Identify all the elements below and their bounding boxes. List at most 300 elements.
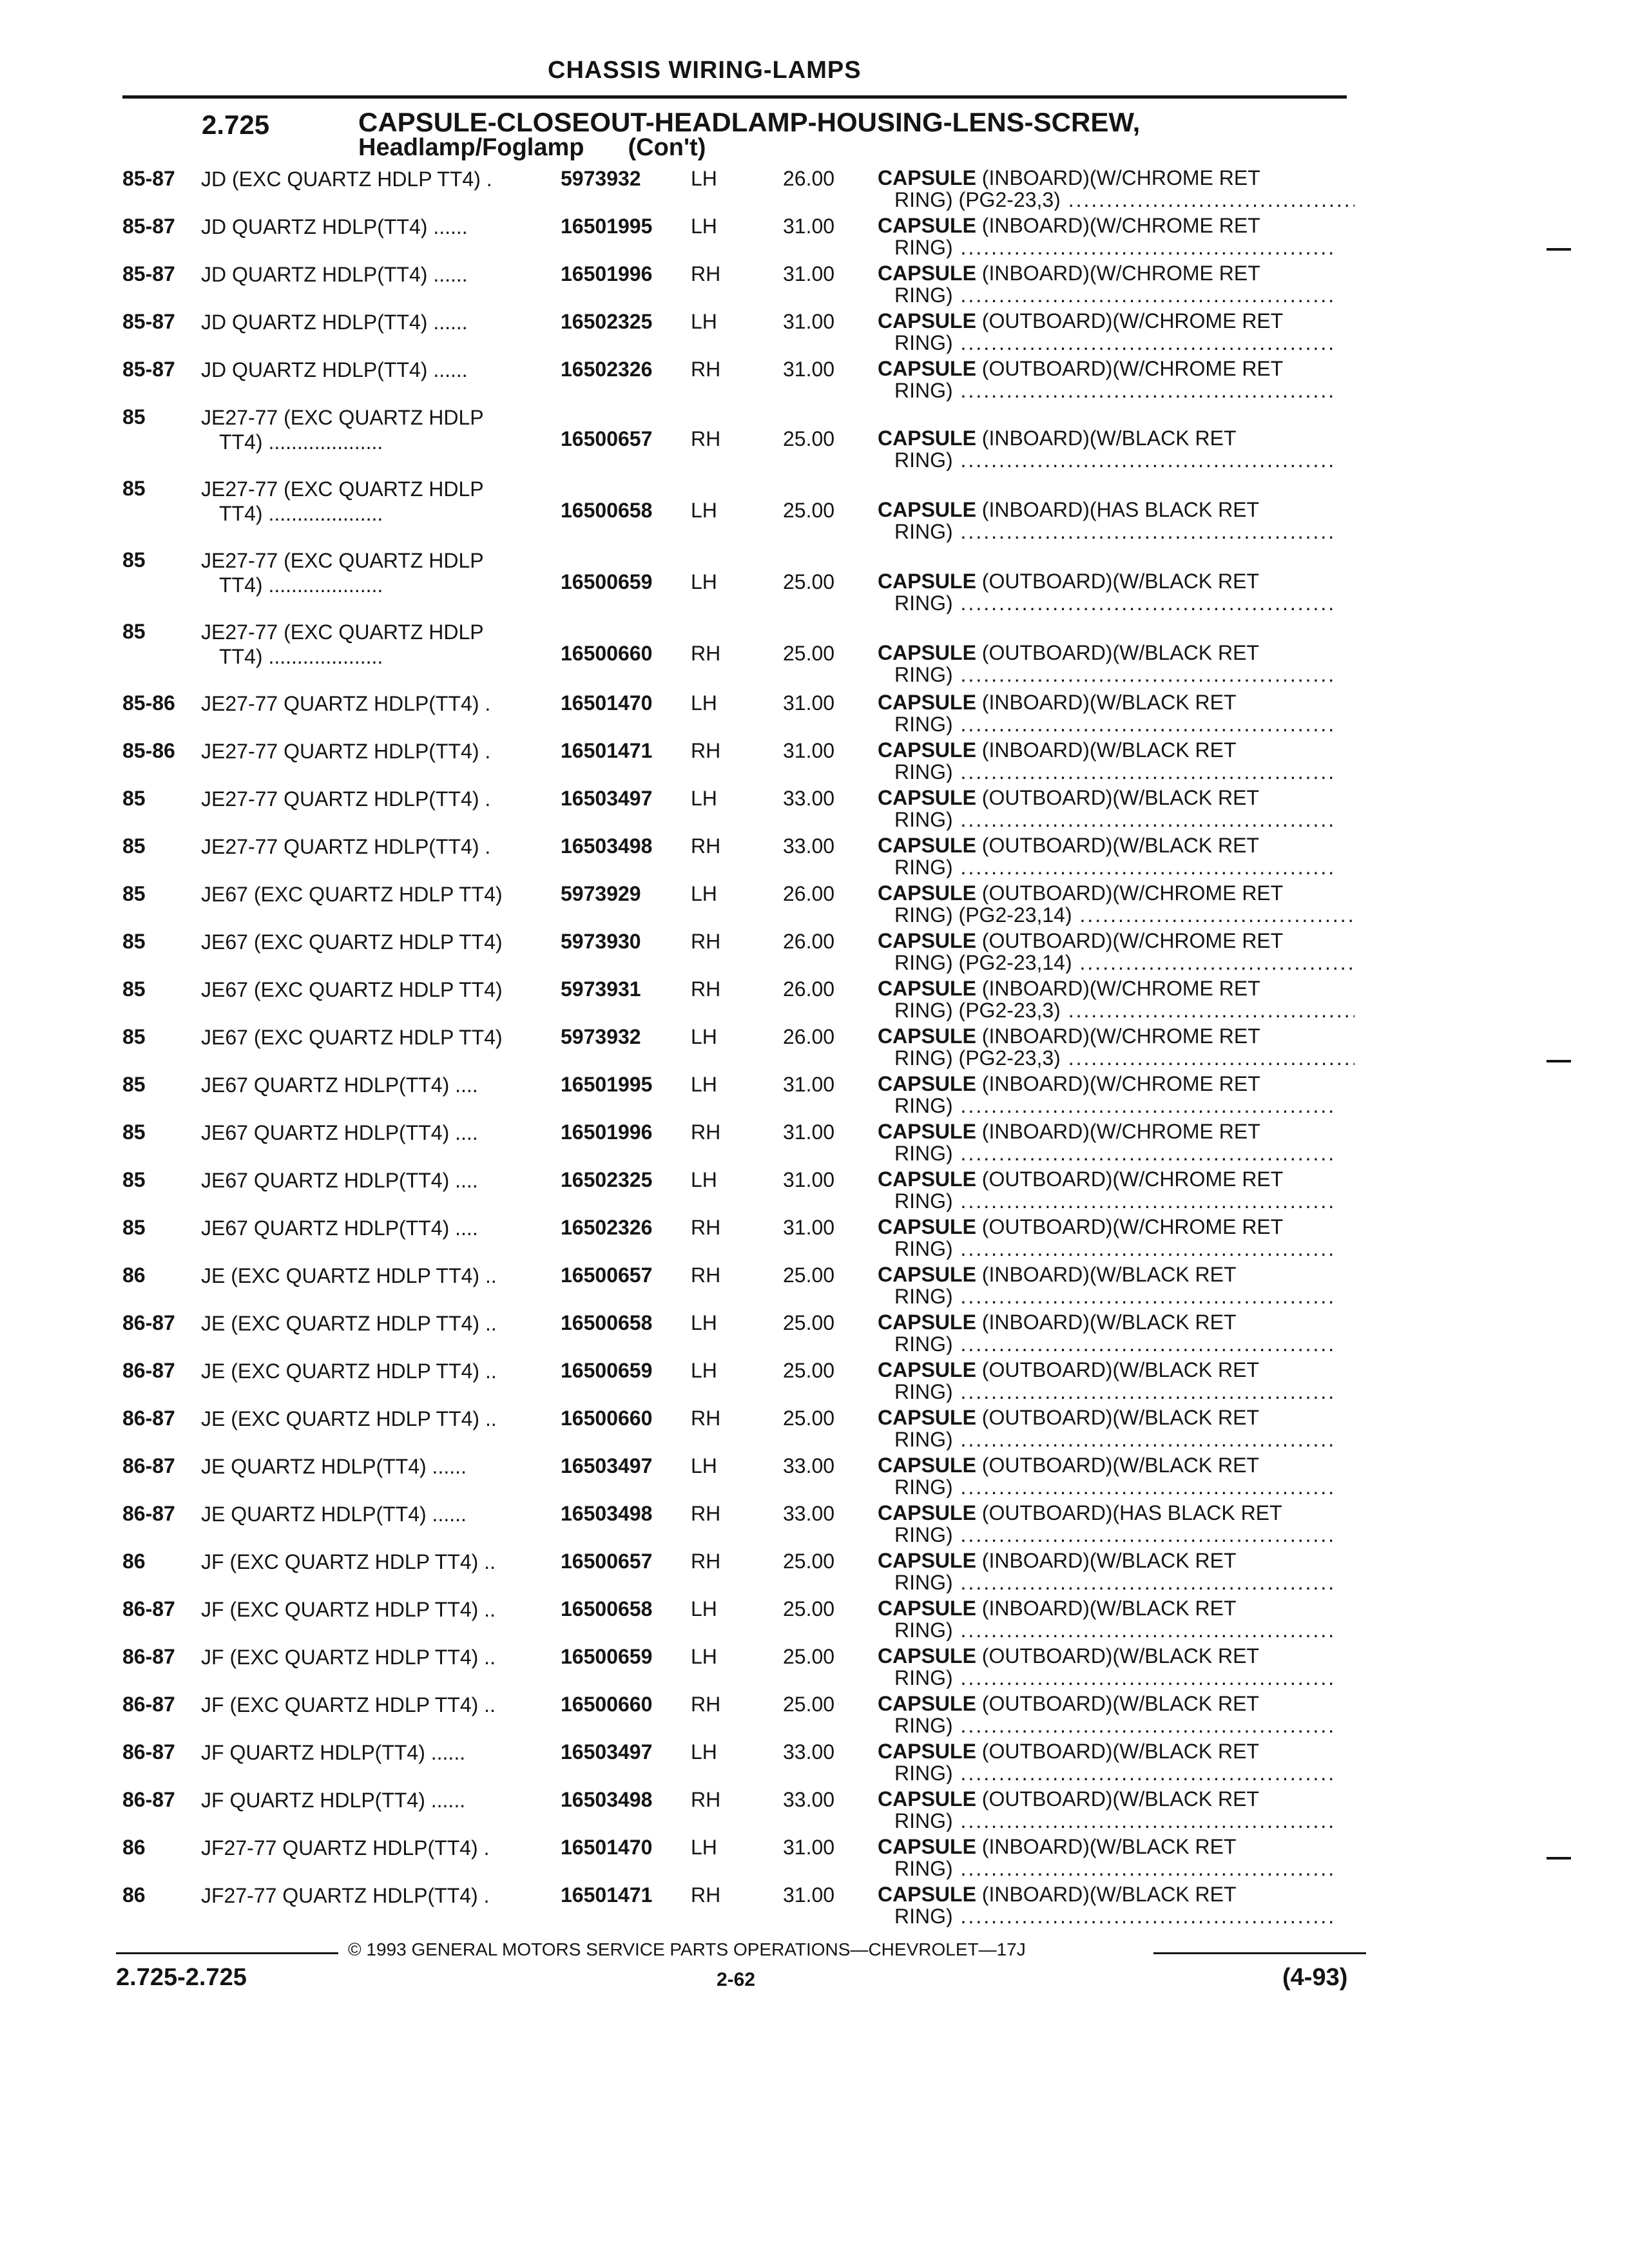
description-line-2: RING) (PG2-23,14) ..... — [878, 904, 1354, 926]
description-line-2: RING) ..... — [878, 521, 1354, 543]
part-number: 16500658 — [561, 1597, 653, 1620]
application-line-1: JE (EXC QUARTZ HDLP TT4) .. — [201, 1360, 497, 1383]
description-keyword: CAPSULE — [878, 881, 976, 905]
application-line-1: JE67 (EXC QUARTZ HDLP TT4) — [201, 883, 503, 906]
description-keyword: CAPSULE — [878, 641, 976, 664]
description-line-2: RING) ..... — [878, 592, 1354, 614]
price: 31.00 — [783, 691, 835, 715]
side: RH — [691, 834, 721, 858]
description — [878, 570, 1354, 614]
side: LH — [691, 1454, 717, 1477]
description-line-2: RING) ..... — [878, 713, 1354, 735]
price: 33.00 — [783, 1502, 835, 1525]
description — [878, 1025, 1354, 1069]
description-line-2: RING) ..... — [878, 1095, 1354, 1117]
continued-label: (Con't) — [628, 134, 706, 161]
side: RH — [691, 1502, 721, 1525]
price: 26.00 — [783, 977, 835, 1001]
description-line-2: RING) (PG2-23,3) ..... — [878, 999, 1354, 1021]
application-line-1: JE27-77 (EXC QUARTZ HDLP — [201, 406, 484, 429]
page-number: 2-62 — [717, 1969, 756, 1990]
description — [878, 1788, 1354, 1832]
application — [201, 1645, 549, 1669]
description-line-1: (INBOARD)(W/BLACK RET — [981, 1883, 1237, 1906]
part-number: 16500657 — [561, 1264, 653, 1287]
side: RH — [691, 262, 721, 285]
description — [878, 930, 1354, 974]
application — [201, 1073, 549, 1097]
description-line-2: RING) ..... — [878, 1905, 1354, 1927]
table-row — [0, 1881, 1629, 1928]
description-keyword: CAPSULE — [878, 427, 976, 450]
model-year: 85-87 — [122, 215, 175, 238]
description-keyword: CAPSULE — [878, 1215, 976, 1238]
description — [878, 427, 1354, 471]
application — [201, 1693, 549, 1717]
price: 31.00 — [783, 1216, 835, 1239]
description-keyword: CAPSULE — [878, 357, 976, 380]
description-line-2: RING) ..... — [878, 1619, 1354, 1641]
model-year: 85-87 — [122, 262, 175, 285]
application-line-1: JD (EXC QUARTZ HDLP TT4) . — [201, 168, 492, 191]
application — [201, 477, 549, 526]
table-row — [0, 689, 1629, 736]
price: 25.00 — [783, 499, 835, 522]
application — [201, 310, 549, 334]
description — [878, 1883, 1354, 1927]
model-year: 85 — [122, 548, 146, 572]
application — [201, 262, 549, 287]
section-title: CAPSULE-CLOSEOUT-HEADLAMP-HOUSING-LENS-SCREW, — [358, 107, 1141, 137]
table-row — [0, 1738, 1629, 1785]
side: RH — [691, 1407, 721, 1430]
table-row — [0, 212, 1629, 260]
application-line-1: JF27-77 QUARTZ HDLP(TT4) . — [201, 1836, 490, 1860]
application-line-1: JF (EXC QUARTZ HDLP TT4) .. — [201, 1693, 496, 1716]
margin-mark — [1547, 1857, 1571, 1860]
description-keyword: CAPSULE — [878, 262, 976, 285]
application-line-1: JF QUARTZ HDLP(TT4) ...... — [201, 1741, 466, 1764]
side: LH — [691, 499, 717, 522]
application — [201, 1407, 549, 1431]
application — [201, 1168, 549, 1193]
description-keyword: CAPSULE — [878, 1597, 976, 1620]
part-number: 16500657 — [561, 1550, 653, 1573]
model-year: 86-87 — [122, 1597, 175, 1620]
description-line-1: (INBOARD)(W/CHROME RET — [981, 214, 1260, 237]
description-keyword: CAPSULE — [878, 214, 976, 237]
description-keyword: CAPSULE — [878, 786, 976, 809]
part-number: 16502325 — [561, 1168, 653, 1191]
application-line-1: JE27-77 (EXC QUARTZ HDLP — [201, 477, 484, 501]
description-line-1: (OUTBOARD)(W/CHROME RET — [981, 929, 1284, 952]
part-number: 16500660 — [561, 1693, 653, 1716]
part-number: 16501471 — [561, 1883, 653, 1907]
application — [201, 215, 549, 239]
part-number: 16501996 — [561, 262, 653, 285]
description-keyword: CAPSULE — [878, 1263, 976, 1286]
description-line-2: RING) ..... — [878, 380, 1354, 401]
description-line-2: RING) ..... — [878, 1428, 1354, 1450]
price: 26.00 — [783, 882, 835, 905]
description-line-2: RING) ..... — [878, 1571, 1354, 1593]
application-line-1: JE67 QUARTZ HDLP(TT4) .... — [201, 1216, 478, 1240]
model-year: 86-87 — [122, 1788, 175, 1811]
part-number: 5973930 — [561, 930, 641, 953]
price: 25.00 — [783, 1407, 835, 1430]
description-keyword: CAPSULE — [878, 498, 976, 521]
description-keyword: CAPSULE — [878, 1072, 976, 1095]
description — [878, 1693, 1354, 1736]
description-line-1: (OUTBOARD)(HAS BLACK RET — [981, 1501, 1282, 1524]
description — [878, 1645, 1354, 1689]
description-line-1: (OUTBOARD)(W/BLACK RET — [981, 786, 1260, 809]
description-keyword: CAPSULE — [878, 1358, 976, 1381]
description-line-2: RING) ..... — [878, 1381, 1354, 1403]
description-line-2: RING) (PG2-23,3) ..... — [878, 189, 1354, 211]
part-number: 16500660 — [561, 1407, 653, 1430]
application — [201, 834, 549, 859]
description-line-2: RING) (PG2-23,14) ..... — [878, 952, 1354, 974]
table-row — [0, 1118, 1629, 1166]
table-row — [0, 1833, 1629, 1881]
footer-date: (4-93) — [1282, 1964, 1348, 1991]
application-line-2: TT4) .................... — [219, 573, 383, 597]
description-keyword: CAPSULE — [878, 1168, 976, 1191]
application — [201, 1836, 549, 1860]
description — [878, 1264, 1354, 1307]
description — [878, 262, 1354, 306]
price: 33.00 — [783, 787, 835, 810]
table-row — [0, 1356, 1629, 1404]
application — [201, 882, 549, 907]
description-line-1: (INBOARD)(W/CHROME RET — [981, 262, 1260, 285]
table-row — [0, 1785, 1629, 1833]
side: RH — [691, 977, 721, 1001]
price: 26.00 — [783, 167, 835, 190]
model-year: 85 — [122, 930, 146, 953]
part-number: 16503498 — [561, 1788, 653, 1811]
description-line-1: (INBOARD)(W/BLACK RET — [981, 1263, 1237, 1286]
description-keyword: CAPSULE — [878, 1406, 976, 1429]
side: RH — [691, 358, 721, 381]
price: 31.00 — [783, 310, 835, 333]
price: 31.00 — [783, 739, 835, 762]
description-keyword: CAPSULE — [878, 1120, 976, 1143]
description — [878, 1454, 1354, 1498]
section-subtitle-text: Headlamp/Foglamp — [358, 134, 584, 161]
application — [201, 1359, 549, 1383]
part-number: 16501995 — [561, 1073, 653, 1096]
description-line-2: RING) ..... — [878, 332, 1354, 354]
table-row — [0, 1023, 1629, 1070]
model-year: 86-87 — [122, 1645, 175, 1668]
table-row — [0, 975, 1629, 1023]
description-keyword: CAPSULE — [878, 1835, 976, 1858]
application-line-1: JF27-77 QUARTZ HDLP(TT4) . — [201, 1884, 490, 1907]
model-year: 86-87 — [122, 1311, 175, 1334]
application — [201, 1740, 549, 1765]
table-row — [0, 1690, 1629, 1738]
part-number: 16501470 — [561, 691, 653, 715]
description-keyword: CAPSULE — [878, 1549, 976, 1572]
model-year: 85 — [122, 834, 146, 858]
price: 31.00 — [783, 1120, 835, 1144]
part-number: 16501996 — [561, 1120, 653, 1144]
description-line-1: (INBOARD)(W/BLACK RET — [981, 427, 1237, 450]
side: RH — [691, 1883, 721, 1907]
description-line-1: (OUTBOARD)(W/BLACK RET — [981, 1692, 1260, 1715]
description-keyword: CAPSULE — [878, 834, 976, 857]
application — [201, 930, 549, 954]
price: 26.00 — [783, 1025, 835, 1048]
table-row — [0, 1166, 1629, 1213]
part-number: 16500658 — [561, 499, 653, 522]
price: 31.00 — [783, 1883, 835, 1907]
table-row — [0, 1642, 1629, 1690]
description — [878, 1502, 1354, 1546]
side: LH — [691, 1645, 717, 1668]
part-number: 5973932 — [561, 1025, 641, 1048]
application — [201, 620, 549, 669]
application-line-1: JE67 (EXC QUARTZ HDLP TT4) — [201, 978, 503, 1001]
description-line-2: RING) ..... — [878, 1667, 1354, 1689]
model-year: 85 — [122, 477, 146, 500]
description — [878, 1836, 1354, 1879]
description-line-1: (OUTBOARD)(W/BLACK RET — [981, 1787, 1260, 1811]
description-keyword: CAPSULE — [878, 738, 976, 762]
application — [201, 1025, 549, 1050]
model-year: 85 — [122, 1120, 146, 1144]
application-line-2: TT4) .................... — [219, 430, 383, 454]
application — [201, 548, 549, 597]
description — [878, 834, 1354, 878]
table-row — [0, 546, 1629, 614]
description-keyword: CAPSULE — [878, 1787, 976, 1811]
description-line-1: (OUTBOARD)(W/BLACK RET — [981, 834, 1260, 857]
application — [201, 358, 549, 382]
model-year: 85 — [122, 1216, 146, 1239]
table-row — [0, 1261, 1629, 1309]
model-year: 85 — [122, 1073, 146, 1096]
page-header — [122, 57, 1347, 99]
description-line-2: RING) ..... — [878, 1762, 1354, 1784]
application — [201, 1216, 549, 1240]
table-row — [0, 1309, 1629, 1356]
margin-mark — [1547, 248, 1571, 251]
table-row — [0, 1404, 1629, 1452]
side: LH — [691, 1073, 717, 1096]
application — [201, 787, 549, 811]
model-year: 86 — [122, 1264, 146, 1287]
part-number: 16500657 — [561, 427, 653, 450]
description-line-2: RING) ..... — [878, 1858, 1354, 1879]
description-line-1: (INBOARD)(HAS BLACK RET — [981, 498, 1260, 521]
price: 25.00 — [783, 1693, 835, 1716]
table-row — [0, 474, 1629, 543]
part-number: 16503497 — [561, 787, 653, 810]
description-line-1: (OUTBOARD)(W/BLACK RET — [981, 1454, 1260, 1477]
part-number: 16502326 — [561, 1216, 653, 1239]
description-line-1: (OUTBOARD)(W/CHROME RET — [981, 1215, 1284, 1238]
side: RH — [691, 739, 721, 762]
part-number: 16501470 — [561, 1836, 653, 1859]
part-number: 5973932 — [561, 167, 641, 190]
description-keyword: CAPSULE — [878, 929, 976, 952]
description-line-1: (OUTBOARD)(W/BLACK RET — [981, 1406, 1260, 1429]
description — [878, 1359, 1354, 1403]
description — [878, 1407, 1354, 1450]
description-line-1: (OUTBOARD)(W/BLACK RET — [981, 1644, 1260, 1667]
application — [201, 405, 549, 454]
application — [201, 977, 549, 1002]
description-line-2: RING) ..... — [878, 1333, 1354, 1355]
side: LH — [691, 787, 717, 810]
application-line-1: JE27-77 QUARTZ HDLP(TT4) . — [201, 692, 491, 715]
price: 25.00 — [783, 427, 835, 450]
description-line-1: (INBOARD)(W/BLACK RET — [981, 1549, 1237, 1572]
model-year: 85-87 — [122, 310, 175, 333]
model-year: 85 — [122, 977, 146, 1001]
description-keyword: CAPSULE — [878, 1501, 976, 1524]
description-line-1: (INBOARD)(W/CHROME RET — [981, 166, 1260, 189]
application — [201, 1788, 549, 1812]
application — [201, 1502, 549, 1526]
part-number: 16502325 — [561, 310, 653, 333]
side: RH — [691, 427, 721, 450]
description-line-2: RING) ..... — [878, 1715, 1354, 1736]
description-line-1: (OUTBOARD)(W/BLACK RET — [981, 641, 1260, 664]
section-number: 2.725 — [202, 110, 270, 140]
price: 25.00 — [783, 642, 835, 665]
table-row — [0, 1595, 1629, 1642]
price: 25.00 — [783, 1550, 835, 1573]
side: RH — [691, 930, 721, 953]
application-line-1: JE67 QUARTZ HDLP(TT4) .... — [201, 1073, 478, 1097]
model-year: 86-87 — [122, 1359, 175, 1382]
description — [878, 1550, 1354, 1593]
description — [878, 977, 1354, 1021]
price: 25.00 — [783, 1645, 835, 1668]
price: 33.00 — [783, 1788, 835, 1811]
description-line-1: (INBOARD)(W/BLACK RET — [981, 1597, 1237, 1620]
application — [201, 1120, 549, 1145]
price: 33.00 — [783, 834, 835, 858]
description-line-2: RING) ..... — [878, 1476, 1354, 1498]
application — [201, 1597, 549, 1622]
application-line-1: JF (EXC QUARTZ HDLP TT4) .. — [201, 1646, 496, 1669]
price: 25.00 — [783, 1359, 835, 1382]
description — [878, 358, 1354, 401]
price: 26.00 — [783, 930, 835, 953]
model-year: 85 — [122, 620, 146, 643]
table-row — [0, 403, 1629, 471]
part-number: 16503498 — [561, 1502, 653, 1525]
description-keyword: CAPSULE — [878, 309, 976, 332]
application-line-1: JE27-77 QUARTZ HDLP(TT4) . — [201, 835, 491, 858]
side: RH — [691, 1216, 721, 1239]
table-row — [0, 355, 1629, 403]
description-line-1: (OUTBOARD)(W/CHROME RET — [981, 1168, 1284, 1191]
application — [201, 1311, 549, 1336]
application — [201, 1883, 549, 1908]
description-line-2: RING) ..... — [878, 284, 1354, 306]
model-year: 85-86 — [122, 739, 175, 762]
model-year: 86-87 — [122, 1454, 175, 1477]
price: 31.00 — [783, 262, 835, 285]
side: LH — [691, 310, 717, 333]
description-line-2: RING) ..... — [878, 761, 1354, 783]
model-year: 86 — [122, 1883, 146, 1907]
description-keyword: CAPSULE — [878, 977, 976, 1000]
application — [201, 167, 549, 191]
description — [878, 1597, 1354, 1641]
model-year: 86-87 — [122, 1740, 175, 1763]
footer-rule-left — [116, 1952, 338, 1954]
description — [878, 642, 1354, 686]
price: 31.00 — [783, 1168, 835, 1191]
table-row — [0, 1213, 1629, 1261]
table-row — [0, 617, 1629, 686]
price: 31.00 — [783, 358, 835, 381]
description-line-1: (INBOARD)(W/CHROME RET — [981, 1120, 1260, 1143]
side: LH — [691, 1311, 717, 1334]
price: 33.00 — [783, 1454, 835, 1477]
model-year: 85 — [122, 405, 146, 428]
description — [878, 1311, 1354, 1355]
description-line-1: (OUTBOARD)(W/CHROME RET — [981, 309, 1284, 332]
price: 25.00 — [783, 1597, 835, 1620]
application-line-1: JE27-77 QUARTZ HDLP(TT4) . — [201, 787, 491, 811]
description-line-1: (INBOARD)(W/CHROME RET — [981, 1072, 1260, 1095]
price: 25.00 — [783, 1311, 835, 1334]
price: 25.00 — [783, 570, 835, 593]
description-line-2: RING) ..... — [878, 809, 1354, 831]
table-row — [0, 879, 1629, 927]
model-year: 86 — [122, 1836, 146, 1859]
description — [878, 1120, 1354, 1164]
description-line-1: (OUTBOARD)(W/CHROME RET — [981, 881, 1284, 905]
description-keyword: CAPSULE — [878, 1311, 976, 1334]
application-line-1: JE27-77 QUARTZ HDLP(TT4) . — [201, 740, 491, 763]
table-row — [0, 1499, 1629, 1547]
application-line-1: JE QUARTZ HDLP(TT4) ...... — [201, 1455, 467, 1478]
application-line-1: JE67 (EXC QUARTZ HDLP TT4) — [201, 1026, 503, 1049]
side: LH — [691, 1359, 717, 1382]
price: 31.00 — [783, 1073, 835, 1096]
side: LH — [691, 167, 717, 190]
price: 33.00 — [783, 1740, 835, 1763]
part-number: 16502326 — [561, 358, 653, 381]
description — [878, 882, 1354, 926]
application — [201, 739, 549, 764]
table-row — [0, 164, 1629, 212]
description-line-2: RING) ..... — [878, 1190, 1354, 1212]
description-line-2: RING) ..... — [878, 1810, 1354, 1832]
model-year: 86 — [122, 1550, 146, 1573]
part-number: 5973931 — [561, 977, 641, 1001]
model-year: 86-87 — [122, 1407, 175, 1430]
description-line-2: RING) ..... — [878, 1238, 1354, 1260]
description-line-1: (OUTBOARD)(W/CHROME RET — [981, 357, 1284, 380]
description-keyword: CAPSULE — [878, 691, 976, 714]
side: LH — [691, 215, 717, 238]
application-line-1: JE67 QUARTZ HDLP(TT4) .... — [201, 1169, 478, 1192]
application-line-1: JE67 (EXC QUARTZ HDLP TT4) — [201, 930, 503, 954]
description-keyword: CAPSULE — [878, 1883, 976, 1906]
section-subtitle — [358, 134, 706, 162]
side: RH — [691, 642, 721, 665]
